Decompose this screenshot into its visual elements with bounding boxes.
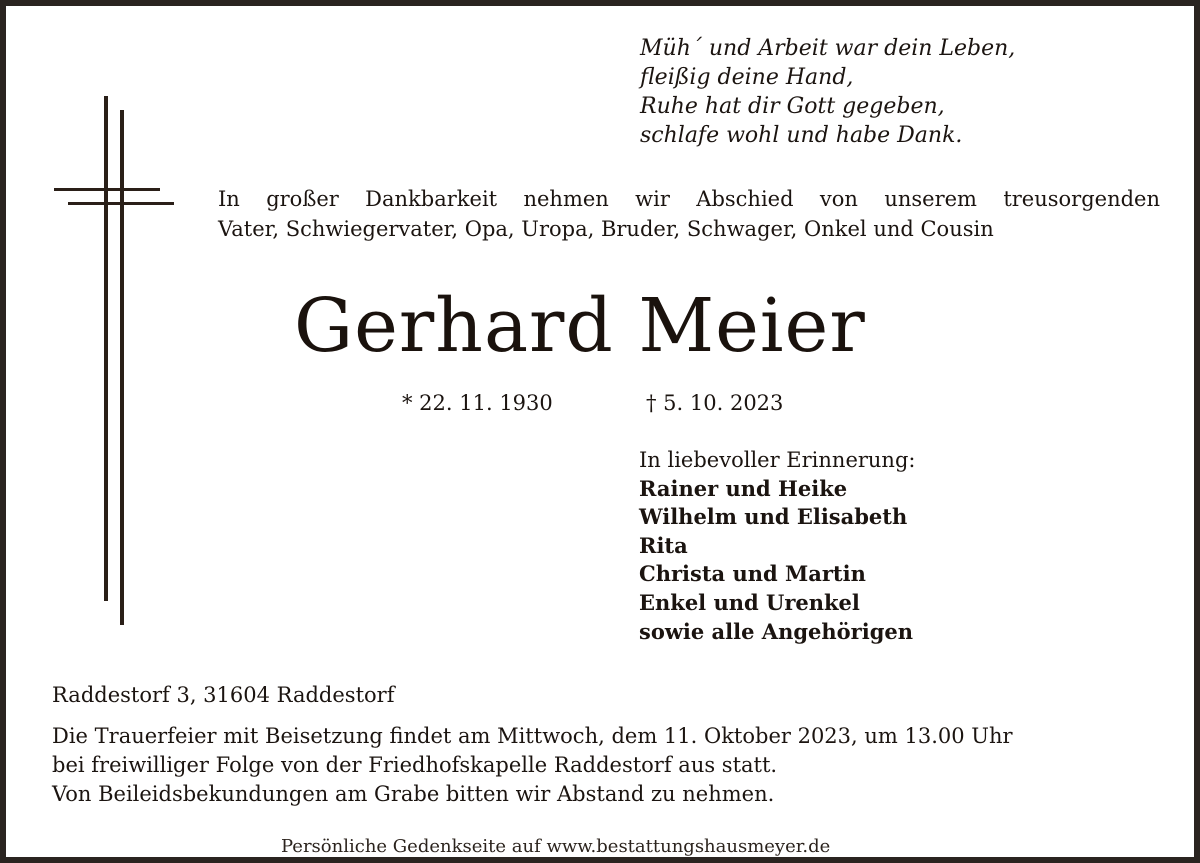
deceased-name: Gerhard Meier [294,283,866,369]
service-line: bei freiwilliger Folge von der Friedhofskapelle Raddestorf aus statt. [52,753,778,777]
cross-horizontal-bar [68,202,174,205]
address: Raddestorf 3, 31604 Raddestorf [52,683,395,707]
mourner-name: Rainer und Heike [639,475,848,501]
service-line: Die Trauerfeier mit Beisetzung findet am Mittwoch, dem 11. Oktober 2023, um 13.00 Uhr [52,724,1013,748]
birth-date: * 22. 11. 1930 [402,391,553,415]
poem-line: fleißig deine Hand, [640,65,854,90]
poem-line: schlafe wohl und habe Dank. [640,123,963,148]
mourner-name: sowie alle Angehörigen [639,618,914,644]
intro-text [218,184,1160,244]
service-line: Von Beileidsbekundungen am Grabe bitten wir Abstand zu nehmen. [52,782,775,806]
mourners-list [639,446,915,646]
mourner-name: Rita [639,532,688,558]
mourner-name: Enkel und Urenkel [639,589,860,615]
death-date: † 5. 10. 2023 [646,391,784,415]
cross-horizontal-bar [54,188,160,191]
mourner-name: Christa und Martin [639,561,866,587]
mourner-name: Wilhelm und Elisabeth [639,504,908,530]
memorial-page-footer: Persönliche Gedenkseite auf www.bestattungshausmeyer.de [281,836,831,857]
mourners-label: In liebevoller Erinnerung: [639,448,916,472]
intro-line: Vater, Schwiegervater, Opa, Uropa, Bruder, Schwager, Onkel und Cousin [218,217,994,241]
cross-vertical-bar [104,96,108,601]
service-info [52,722,1013,809]
poem-line: Ruhe hat dir Gott gegeben, [640,94,945,119]
poem-verse [640,34,1015,150]
intro-line: In großer Dankbarkeit nehmen wir Abschied von unserem treusorgenden [218,187,1160,211]
poem-line: Müh´ und Arbeit war dein Leben, [640,36,1016,61]
